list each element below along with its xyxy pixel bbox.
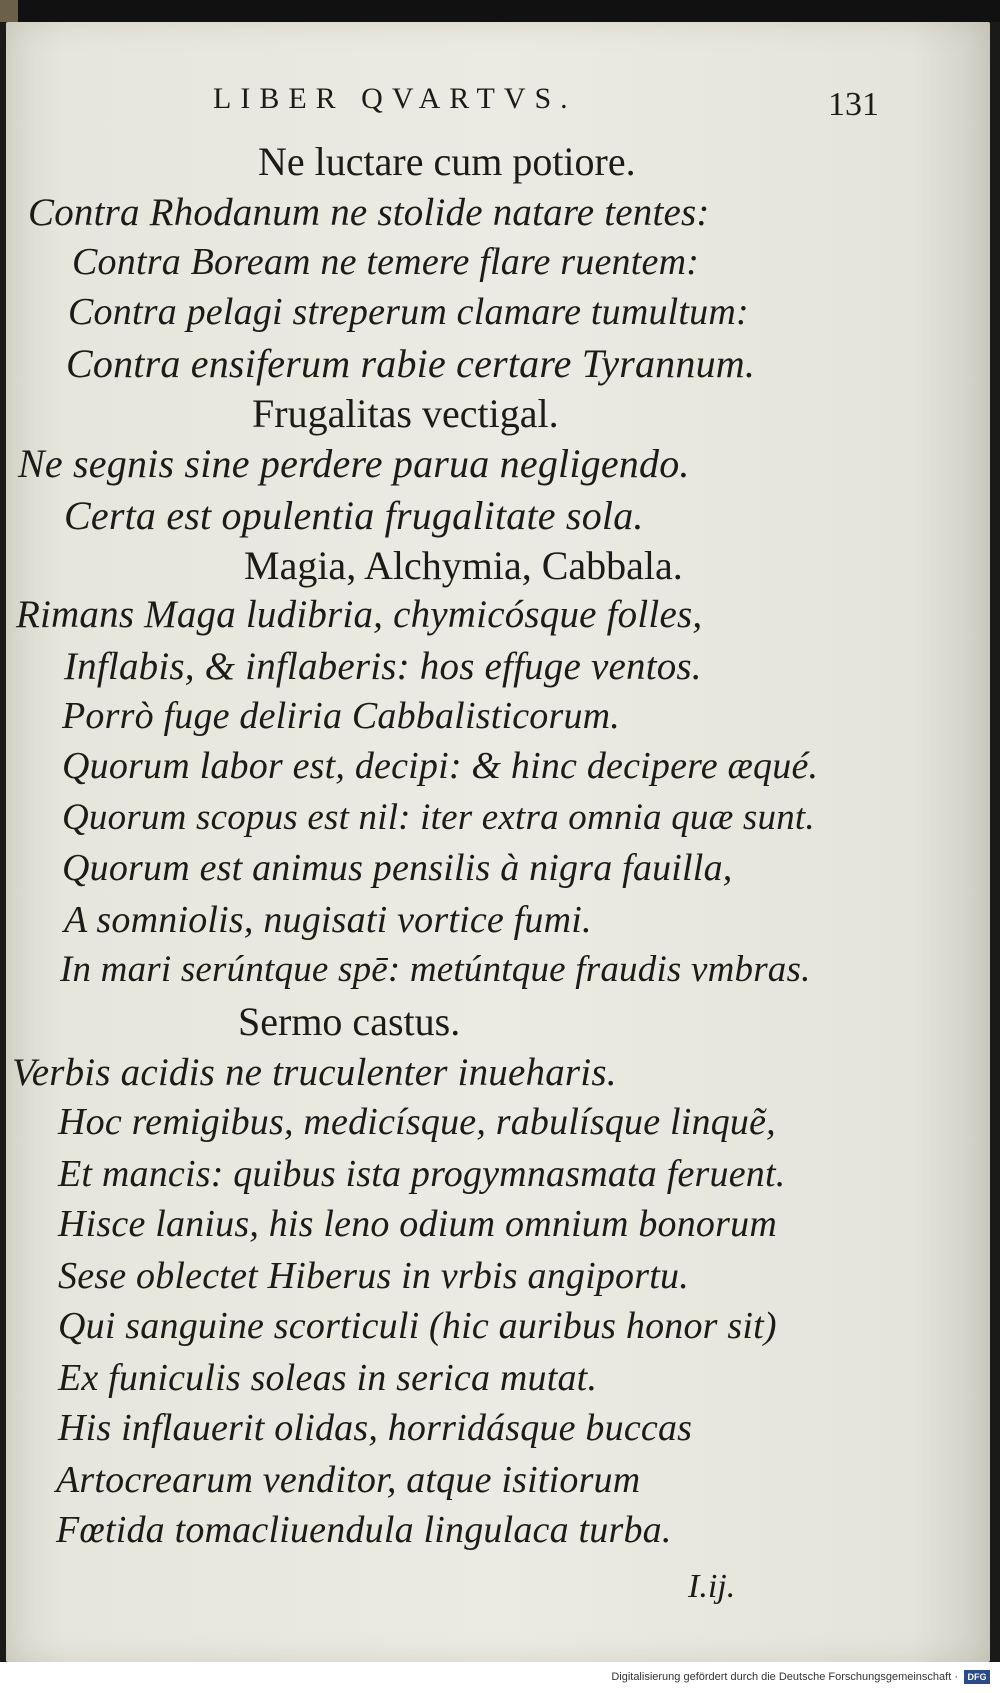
verse-line: Hisce lanius, his leno odium omnium bonorum — [58, 1203, 777, 1245]
verse-line: Sese oblectet Hiberus in vrbis angiportu. — [58, 1255, 689, 1297]
verse-line: Ex funiculis soleas in serica mutat. — [58, 1357, 598, 1399]
verse-line: Quorum labor est, decipi: & hinc decipere æqué. — [62, 745, 819, 787]
verse-line: Ne segnis sine perdere parua negligendo. — [18, 441, 690, 486]
verse-line: In mari serúntque spē: metúntque fraudis vmbras. — [60, 949, 811, 990]
verse-line: Certa est opulentia frugalitate sola. — [64, 493, 644, 538]
verse-line: Contra ensiferum rabie certare Tyrannum. — [66, 341, 756, 386]
verse-line: Hoc remigibus, medicísque, rabulísque linquẽ, — [58, 1101, 776, 1143]
footer-credit: Digitalisierung gefördert durch die Deutsche Forschungsgemeinschaft · — [611, 1671, 958, 1683]
dfg-logo: DFG — [964, 1670, 990, 1684]
verse-line: Artocrearum venditor, atque isitiorum — [56, 1459, 641, 1501]
verse-line: A somniolis, nugisati vortice fumi. — [64, 899, 592, 941]
footer-bar — [0, 1662, 1000, 1693]
verse-line: Inflabis, & inflaberis: hos effuge ventos. — [64, 645, 702, 688]
verse-line: His inflauerit olidas, horridásque buccas — [58, 1407, 693, 1449]
verse-line: Quorum est animus pensilis à nigra fauilla, — [62, 847, 733, 889]
verse-line: Verbis acidis ne truculenter inueharis. — [12, 1051, 617, 1094]
section-heading: Frugalitas vectigal. — [252, 391, 559, 436]
running-head: LIBER QVARTVS. — [213, 82, 577, 115]
binding-strip — [0, 0, 18, 22]
page-number: 131 — [828, 86, 879, 123]
verse-line: Porrò fuge deliria Cabbalisticorum. — [62, 695, 620, 737]
signature-mark: I.ij. — [688, 1568, 736, 1605]
verse-line: Quorum scopus est nil: iter extra omnia quæ sunt. — [62, 797, 815, 838]
section-heading: Magia, Alchymia, Cabbala. — [244, 543, 683, 588]
verse-line: Fœtida tomacliuendula lingulaca turba. — [56, 1509, 672, 1551]
section-heading: Ne luctare cum potiore. — [258, 139, 636, 184]
verse-line: Qui sanguine scorticuli (hic auribus honor sit) — [58, 1305, 777, 1347]
verse-line: Contra Boream ne temere flare ruentem: — [72, 241, 700, 283]
section-heading: Sermo castus. — [238, 999, 461, 1044]
verse-line: Rimans Maga ludibria, chymicósque folles, — [16, 593, 703, 636]
verse-line: Contra pelagi streperum clamare tumultum: — [68, 291, 749, 333]
verse-line: Contra Rhodanum ne stolide natare tentes: — [28, 191, 710, 234]
scan-top-edge — [0, 0, 1000, 22]
verse-line: Et mancis: quibus ista progymnasmata feruent. — [58, 1153, 786, 1195]
